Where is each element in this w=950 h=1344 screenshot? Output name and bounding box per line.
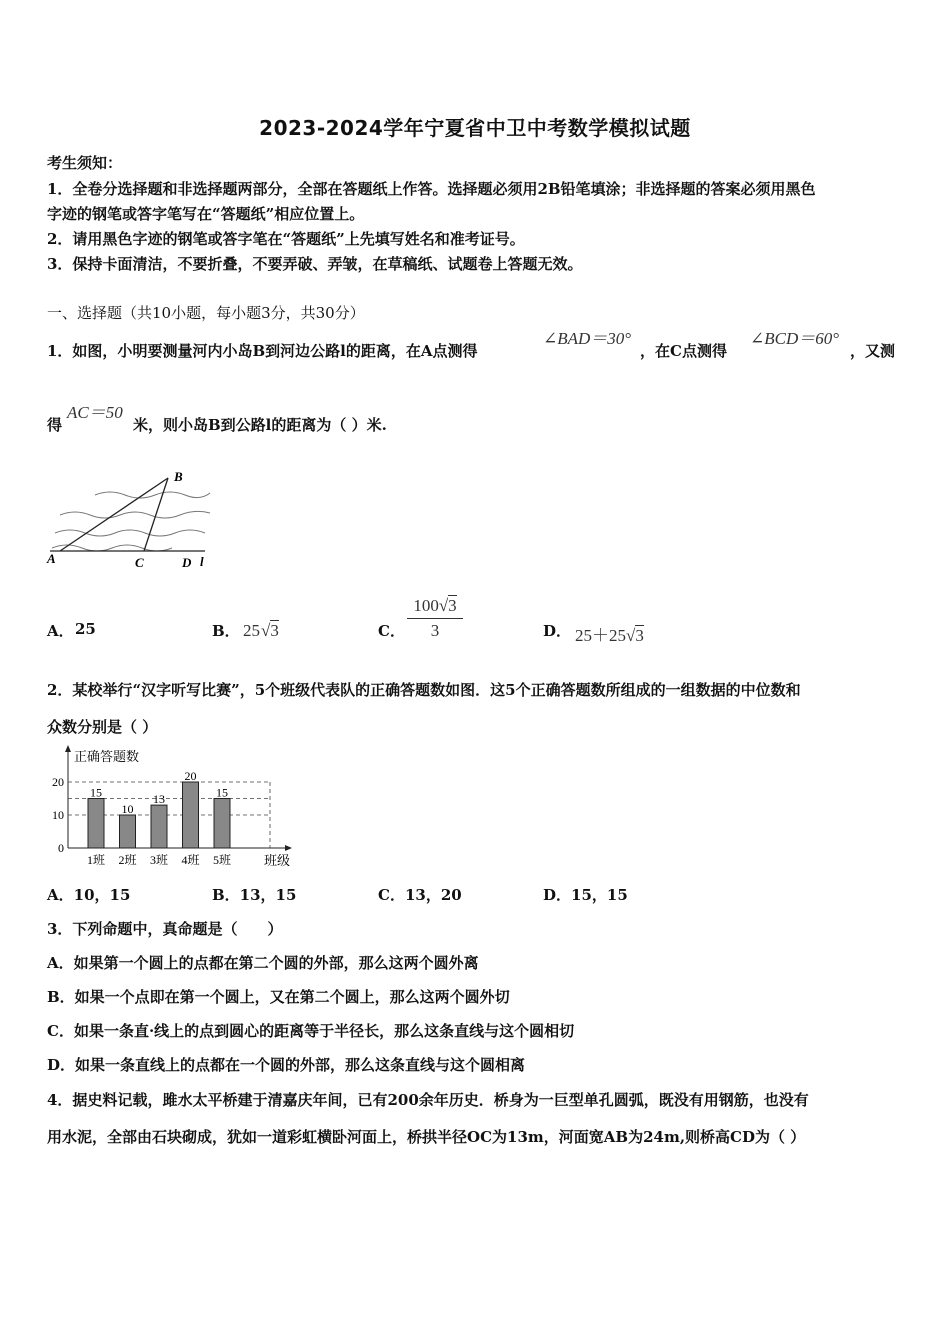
label-c: C [135,555,144,570]
q1-option-b-coef: 25 [243,621,260,640]
bar [88,799,104,849]
y-tick-label: 0 [58,841,64,855]
page-title: 2023-2024学年宁夏省中卫中考数学模拟试题 [259,116,691,140]
bar-value-label: 13 [153,792,165,807]
q2-stem-line2: 众数分别是（ ） [47,718,158,736]
chart-ylabel: 正确答题数 [74,749,140,764]
q1-text-part4: 得 [47,416,63,434]
q1-geometry-figure [40,465,220,575]
bar [151,805,167,848]
q1-option-c-radicand: 3 [448,596,457,615]
category-label: 3班 [149,853,169,867]
q1-option-d-label: D． [543,622,572,640]
q1-option-a-label: A． [47,622,74,640]
label-b: B [174,469,183,484]
bar-value-label: 10 [121,802,134,816]
bar-value-label: 15 [90,785,102,800]
notice-item: 1．全卷分选择题和非选择题两部分，全部在答题纸上作答。选择题必须用2B铅笔填涂；非选择题的答案必须用黑色 [47,180,816,198]
notice-item: 2．请用黑色字迹的钢笔或答字笔在“答题纸”上先填写姓名和准考证号。 [47,230,525,248]
q3-option-d: D．如果一条直线上的点都在一个圆的外部，那么这条直线与这个圆相离 [47,1056,526,1074]
bar-value-label: 20 [184,769,197,783]
q2-option-b: B．13，15 [212,886,297,904]
q1-text-part1: 1．如图，小明要测量河内小岛B到河边公路l的距离，在A点测得 [47,342,478,360]
notice-item: 3．保持卡面清洁，不要折叠，不要弄破、弄皱，在草稿纸、试题卷上答题无效。 [47,255,583,273]
category-label: 5班 [212,853,232,867]
q3-option-c: C．如果一条直·线上的点到圆心的距离等于半径长，那么这条直线与这个圆相切 [47,1022,575,1040]
q1-ac-length: AC＝50 [67,403,123,422]
y-tick-label: 10 [52,808,64,822]
q1-option-d-radicand: 3 [635,626,644,645]
bar [183,782,199,848]
q1-option-c-denominator: 3 [430,621,440,640]
q1-option-c-fraction: 100√3 3 [407,596,463,641]
category-label: 1班 [86,853,106,867]
q1-angle-bad: ∠BAD＝30° [543,329,632,348]
notice-heading: 考生须知： [47,154,123,172]
q1-text-part2: ，在C点测得 [640,342,727,360]
chart-xlabel: 班级 [264,853,291,868]
bar [214,799,230,849]
label-a: A [47,551,56,566]
q2-bar-chart [40,742,300,872]
q2-option-a: A．10，15 [47,886,131,904]
q1-option-a-value: 25 [75,620,96,638]
q1-option-c-numerator: 100 [413,596,439,615]
q1-option-b-label: B． [212,622,240,640]
q3-stem: 3．下列命题中，真命题是（ ） [47,920,283,938]
label-l: l [200,554,204,569]
q1-option-d-value: 25＋25√3 [575,626,644,645]
q1-text-part5: 米，则小岛B到公路l的距离为（ ）米. [133,416,387,434]
q4-stem-line1: 4．据史料记载，雎水太平桥建于清嘉庆年间，已有200余年历史．桥身为一巨型单孔圆弧，既没有用钢筋，也没有 [47,1091,809,1109]
bar [120,815,136,848]
bar-value-label: 15 [216,785,228,800]
q1-option-b-value: 25√3 [243,621,279,640]
category-label: 2班 [118,853,137,867]
q3-option-a: A．如果第一个圆上的点都在第二个圆的外部，那么这两个圆外离 [47,954,479,972]
category-label: 4班 [181,853,200,867]
q2-option-c: C．13，20 [378,886,462,904]
section-heading: 一、选择题（共10小题，每小题3分，共30分） [47,304,365,322]
q2-option-d: D．15，15 [543,886,628,904]
notice-item: 字迹的钢笔或答字笔写在“答题纸”相应位置上。 [47,205,365,223]
q3-option-b: B．如果一个点即在第一个圆上，又在第二个圆上，那么这两个圆外切 [47,988,510,1006]
x-axis-arrow [285,845,292,851]
q1-option-d-prefix: 25＋25 [575,626,626,645]
q1-angle-bcd: ∠BCD＝60° [750,329,840,348]
y-tick-label: 20 [52,775,64,789]
q4-stem-line2: 用水泥，全部由石块砌成，犹如一道彩虹横卧河面上，桥拱半径OC为13m，河面宽AB为24m,则桥高CD为（ ） [47,1128,806,1146]
q2-stem-line1: 2．某校举行“汉字听写比赛”，5个班级代表队的正确答题数如图．这5个正确答题数所组成的一组数据的中位数和 [47,681,801,699]
q1-option-b-radicand: 3 [270,621,279,640]
y-axis-arrow [65,745,71,752]
q1-text-part3: ，又测 [850,342,896,360]
label-d: D [182,555,192,570]
q1-option-c-label: C． [378,622,405,640]
